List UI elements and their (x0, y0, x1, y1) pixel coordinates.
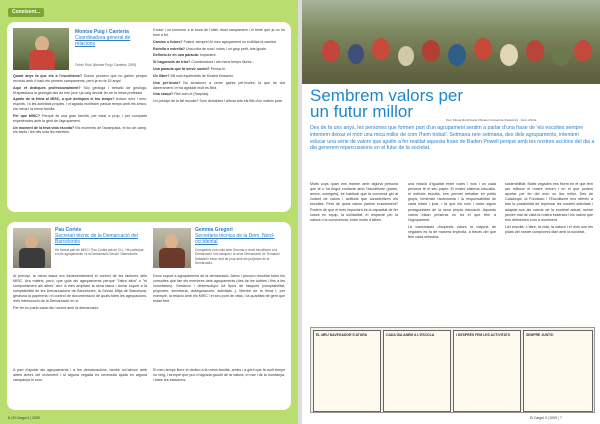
qa-item: Estrella o estrella? Una colla de nois i noies i un grup petit, tots iguals. (153, 46, 267, 51)
qa-item: Una cançó? Res com el (Sarpida). (153, 92, 210, 97)
profile-1-caption: Celrà i Rubí (Montse Puig i Cantería, 2009) (75, 63, 137, 67)
profile-2-caption: He format part de MISC i Pau Cortés ara de CLL. He participat en els agrupaments i a la Demarcació Secció i Barcelonès. (55, 248, 144, 257)
comic-panel: SEMPRE JUNTS! (523, 330, 593, 412)
comic-strip (310, 327, 595, 413)
profile-3-role: Secretària tècnica de la Dem. Nord-occidental (195, 232, 275, 245)
article-column-2: una relació d'igualtat entre noies i nois i on cada persona té el seu paper. El nostre sistema educatiu, el mètode escolta, ens permet treballar en petits grups, fomentar l'autonomia i la responsabilitat de cada infant i jove, i fa que els nois i noies siguin protagonistes de la seva pròpia educació. Aquests valors estan presents en tot el que fem a l'agrupament. La transmissió d'aquests valors la majoria de vegades es fa de manera implícita, a través del que fem cada setmana. (408, 182, 496, 240)
qa-item: Un llibre? Mil sols esplèndids de Khaled Hosseini. (153, 73, 234, 78)
qa-item: Defineix-te en una paraula: Impacient. (153, 53, 217, 58)
qa-item: Per què MISC? Perquè és una gran família, per estar a prop, i per compartir experiències amb la gent de l'agrupament. (13, 113, 147, 123)
group-photo (302, 0, 600, 84)
article-title: Sembrem valors per un futur millor (310, 86, 464, 121)
article-lead: Des de fa uns anys, les persones que formen part d'un agrupament sentim a parlar d'una frase de 'els escoltes sempre intentem deixar el món una mica millor de com l'hem trobat'. Setmana rere setmana, des dels agrupaments, intentem educar una sèrie de valors que ajudin a fer realitat aquesta frase de Baden Powell perquè amb les nostres accions del dia a dia generem repercussions en el futur de la societat. (310, 125, 595, 152)
section-header: Coneixent... (8, 8, 44, 17)
qa-item: Camins o futurs? Fulard, sempre! Al meu agrupament no s'utilitza la camisa. (153, 39, 277, 44)
qa-text: Il·lusió i un somriure a la boca de l'últim ritual campament i el triste que ja no ho torni a fer. (153, 28, 285, 37)
qa-item: Si haguessis de triar? Coordinadora i als meus temps lliures... (153, 60, 255, 65)
profile-2-text: Al principi, la meva tasca era fonamentalment el control de les factures dels MISC. Ara mateix, però, que guia als agrupaments perquè "l'altra altra" o "el comportament als altres" així. A més ampliant la seva tasca i donar suport a la comptabilitat de les Demarcacions de Barcelonès, la Secció Mitja de Barcelona, gestiona la papereria i el control de documentació de quals totes les agrupacions, més interlocució de la Demarcació en si. Per fer-ho parlo cada dia i sovint amb la demarcació. (13, 274, 147, 310)
staff-bubble (7, 222, 291, 410)
profile-2-photo (13, 228, 51, 268)
profile-1-bubble (7, 22, 291, 212)
page-footer-right: El Cargol 4 | 2009 | 7 (530, 416, 562, 421)
qa-item: Una paraula que fa servir sovint? Pensa-hi. (153, 67, 226, 72)
qa-item: Un moment de la teva vida escolta? Els moments de l'acampada, el foc de camp, els cants i les nits sota les estrelles. (13, 125, 147, 135)
profile-3-caption: Comparteix una colla amb Gemma a nivell escoltisme a la Demarcació i les tasques i la seva Demarcació de Terrassa i Sabadell i estar molt de prop amb els projectes de la Demarcació. (195, 248, 281, 265)
profile-1-role: Coordinadora general de relacions (75, 34, 131, 47)
article-column-1: Molts cops quan ens trobem amb alguna persona que té o ha tingut contacte amb l'escoltisme (pares, amics, coneguts), és habitual que la conversa giri al voltant de valors i actituds que caracteritzen els escoltes. Però de quins valors parlem exactament? Podem dir que el més important és la capacitat de fer coses en equip, la solidaritat, el respecte per la natura o la convivència, entre molts d'altres. (310, 182, 398, 222)
profile-2-role: Secretari tècnic de la Demarcació del Barcelonès (55, 232, 138, 245)
comic-panel: I DESPRÉS FEM LES ACTIVITATS (453, 330, 521, 412)
profile-3-text: Dono suport a agrupaments de la demarcació. Atenc i procuro resoldre totes les consultes que fan els membres dels agrupaments (des de les dubtes i fins a les voluntaries). Gestiono i desenvolupo tot tipus de tasques (comptabilitat, projectes, secretaria, assegurances, activitats...). Mentre de la feina i, per exemple, la relació amb els MISC i el seu punt de vista, i la quantitat de gent que estan fent. (153, 274, 285, 303)
page-footer-left: 6 | El Cargol 4 | 2009 (8, 416, 40, 421)
profile-2-extra: A part d'ajudar als agrupaments i a les demarcacions, també col·laboro amb altres àrees del moviment i si alguna vegada es necessita ajuda en alguna campanya hi som. (13, 368, 147, 382)
left-page (0, 0, 298, 424)
qa-item: Una pel·lícula? No acostumo a veure gaires pel·lícules, la que he vist darrerament i m'ha agradat molt és Bird. (153, 80, 285, 90)
photo-credit: Text: Mireia Ruíz/Xavier Planas (Consell de Redacció) · Foto: ASCE (446, 118, 537, 122)
qa-text: Un principi de la llei escolta? Som deixables i alhora tots els fills d'un mateix pare. (153, 99, 283, 104)
profile-3-photo (153, 228, 191, 268)
profile-3-name: Gemma Gregori (195, 227, 233, 233)
qa-item: Quant anys fa que ets a l'escoltisme? Doncs pensem que no gaires perquè recordo amb il·lusió els primers campaments, però ja en fa 15 anys! (13, 74, 147, 83)
comic-panel: CADA DIA ANEM A L'ESCOLA (383, 330, 451, 412)
qa-item: Aquí et dediques professionalment? Sóc geòloga i treballo de geòloga. M'apassiona la geologia des de ben jove i ja vaig decidir fer-ne la meva professió. (13, 85, 147, 95)
profile-2-name: Pau Cortés (55, 227, 82, 233)
profile-1-qa-left (13, 74, 147, 208)
profile-1-name: Montse Puig i Cantería (75, 29, 129, 35)
profile-1-photo (13, 28, 69, 70)
profile-3-extra: El meu temps lliure el dedico a la meva família, amics i a gent que fa molt temps no veig, i sempre que puc m'agrada gaudir de la natura, el mar i de la muntanya, i totes les estacions. (153, 368, 285, 382)
profile-1-qa-right (153, 28, 285, 208)
qa-item: Aparte de la feina al MISC, a què dediques el teu temps? Aviam: miro i miro, esports, i a les activitats pròpies, i m'agrada moltíssim passar temps amb els amics, els meus i la meva família. (13, 97, 147, 112)
article-column-3: sostenibilitat. Molts vegades ens fixem en el que fem per millorar el nostre entorn i en el que podem aportar per fer del món un lloc millor. Des de Catalunya, la Fundació i l'Escoltisme ens ofereix a tots la possibilitat de repensar les nostres activitats i adaptar-nos als canvis de la societat actual, sense perdre mai de vista la nostra essència i els valors que ens defineixen com a moviment. Llei escolta: L'altre, la vida, la natura i el món són els pilars del nostre compromís diari amb la societat. (505, 182, 593, 234)
comic-panel: EL MEU NAVEGADOR S'ATURA (313, 330, 381, 412)
